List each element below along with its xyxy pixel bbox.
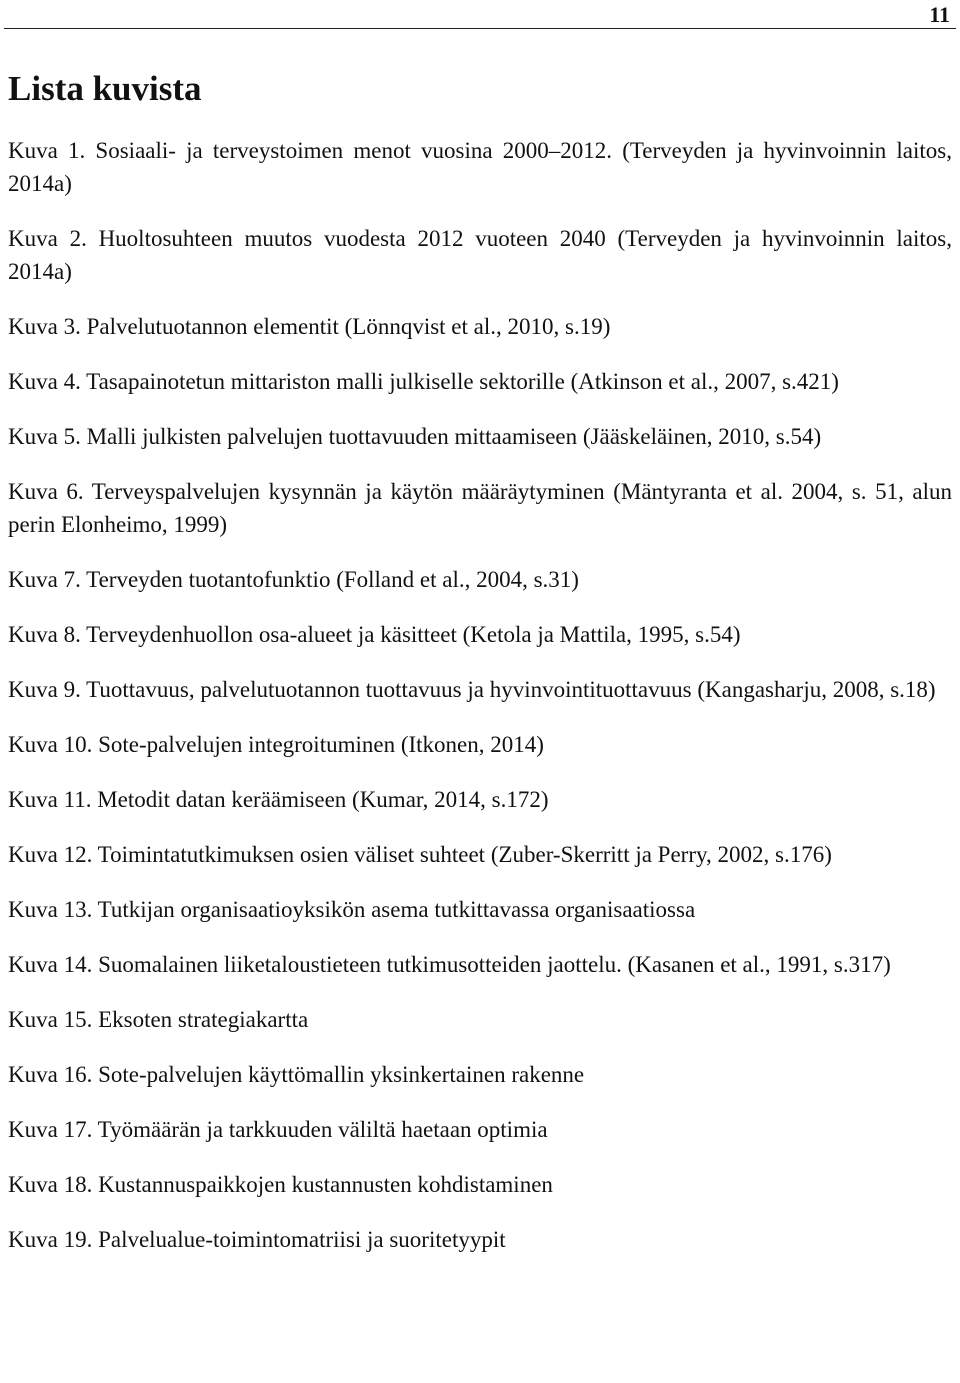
figure-entry-19: Kuva 19. Palvelualue-toimintomatriisi ja suoritetyypit bbox=[8, 1227, 506, 1252]
figure-entry-12: Kuva 12. Toimintatutkimuksen osien väliset suhteet (Zuber-Skerritt ja Perry, 2002, s.176) bbox=[8, 842, 832, 867]
figure-entry-18: Kuva 18. Kustannuspaikkojen kustannusten kohdistaminen bbox=[8, 1172, 553, 1197]
page-number: 11 bbox=[929, 2, 950, 27]
figure-entry-5: Kuva 5. Malli julkisten palvelujen tuottavuuden mittaamiseen (Jääskeläinen, 2010, s.54) bbox=[8, 424, 822, 449]
figure-entry-1: Kuva 1. Sosiaali- ja terveystoimen menot vuosina 2000–2012. (Terveyden ja hyvinvoinnin laitos, 2014a) bbox=[8, 138, 952, 196]
figure-entry-15: Kuva 15. Eksoten strategiakartta bbox=[8, 1007, 309, 1032]
figure-entry-17: Kuva 17. Työmäärän ja tarkkuuden väliltä haetaan optimia bbox=[8, 1117, 548, 1142]
figure-entry-8: Kuva 8. Terveydenhuollon osa-alueet ja käsitteet (Ketola ja Mattila, 1995, s.54) bbox=[8, 622, 741, 647]
page-title: Lista kuvista bbox=[8, 69, 202, 108]
figure-entry-6: Kuva 6. Terveyspalvelujen kysynnän ja käytön määräytyminen (Mäntyranta et al. 2004, s. 51, alun perin Elonheimo, 1999) bbox=[8, 479, 952, 537]
figure-entry-3: Kuva 3. Palvelutuotannon elementit (Lönnqvist et al., 2010, s.19) bbox=[8, 314, 611, 339]
figure-list bbox=[8, 134, 952, 1278]
figure-entry-9: Kuva 9. Tuottavuus, palvelutuotannon tuottavuus ja hyvinvointituottavuus (Kangasharju, 2008, s.18) bbox=[8, 677, 936, 702]
figure-entry-2: Kuva 2. Huoltosuhteen muutos vuodesta 2012 vuoteen 2040 (Terveyden ja hyvinvoinnin laitos, 2014a) bbox=[8, 226, 952, 284]
figure-entry-10: Kuva 10. Sote-palvelujen integroituminen (Itkonen, 2014) bbox=[8, 732, 544, 757]
figure-entry-16: Kuva 16. Sote-palvelujen käyttömallin yksinkertainen rakenne bbox=[8, 1062, 585, 1087]
figure-entry-4: Kuva 4. Tasapainotetun mittariston malli julkiselle sektorille (Atkinson et al., 2007, s.421) bbox=[8, 369, 839, 394]
header-rule bbox=[4, 28, 956, 29]
figure-entry-13: Kuva 13. Tutkijan organisaatioyksikön asema tutkittavassa organisaatiossa bbox=[8, 897, 696, 922]
figure-entry-14: Kuva 14. Suomalainen liiketaloustieteen tutkimusotteiden jaottelu. (Kasanen et al., 1991, s.317) bbox=[8, 952, 891, 977]
figure-entry-7: Kuva 7. Terveyden tuotantofunktio (Folland et al., 2004, s.31) bbox=[8, 567, 579, 592]
figure-entry-11: Kuva 11. Metodit datan keräämiseen (Kumar, 2014, s.172) bbox=[8, 787, 549, 812]
